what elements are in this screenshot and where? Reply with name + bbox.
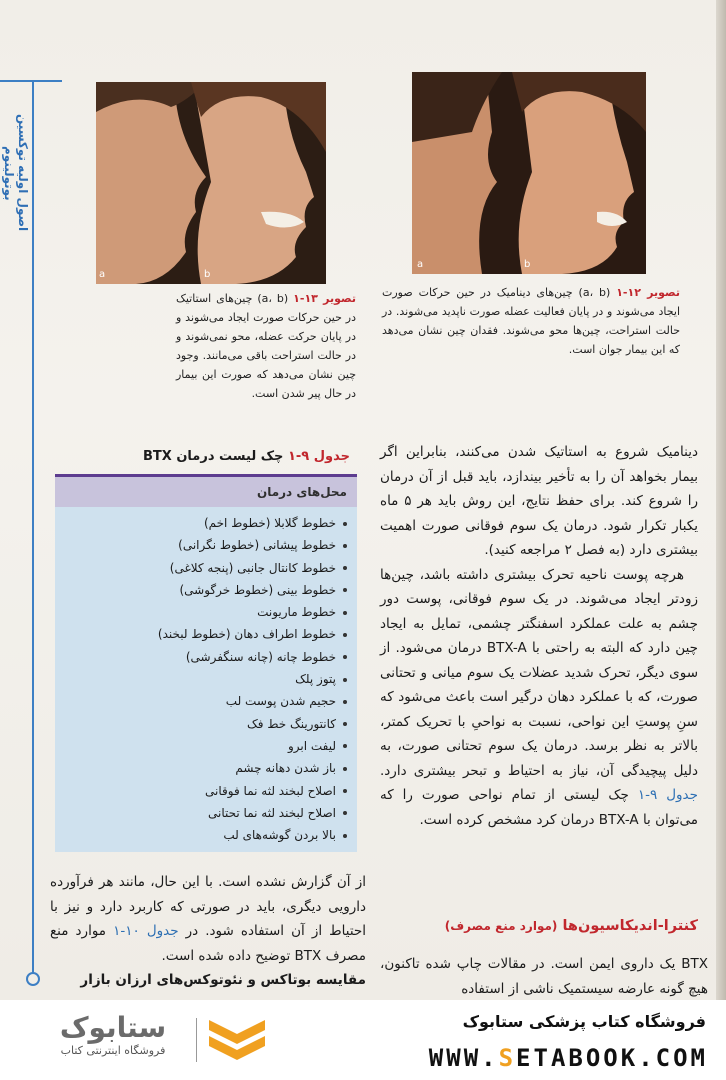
url-accent-letter: S [498, 1044, 517, 1072]
bullet-icon [343, 544, 347, 548]
table-list-item-text: کانتورینگ خط فک [247, 716, 336, 731]
table-list-item [67, 824, 347, 846]
bullet-icon [343, 655, 347, 659]
bullet-icon [343, 700, 347, 704]
body-text-right [380, 440, 698, 832]
table-list-item [67, 579, 347, 601]
chevron-logo-icon [205, 1014, 269, 1066]
table-list-item-text: خطوط بینی (خطوط خرگوشی) [179, 582, 336, 597]
table-list-item-text: خطوط گلابلا (خطوط اخم) [203, 516, 336, 530]
cut-off-heading: مقایسه بوتاکس و نئوتوکس‌های ارزان بازار [80, 972, 366, 988]
paragraph-text: هرچه پوست ناحیه تحرک بیشتری داشته باشد، چین‌ها زودتر ایجاد می‌شوند. در یک سوم فوقانی، پوست دور چشم به علت عملکرد اسفنگتر چشمی، تمایل به ایجاد چین دارد که البته به راحتی با BTX-A درمان می‌شود. از سوی دیگر، تحرک شدید عضلات یک سوم میانی و تحتانی صورت، که با عملکرد دهان درگیر است باعث می‌شود که سنِ پوستِ این نواحی، نسبت به نواحیِ با تحریک کمتر، بالاتر به نظر برسد. درمان یک سوم تحتانی صورت، به دلیل پیچیدگی آن، نیاز به احتیاط و تبحر بیشتری دارد. [380, 566, 698, 779]
figure-13-photo [96, 82, 326, 284]
table-list-item-text: خطوط چانه (چانه سنگفرشی) [185, 649, 336, 664]
table-list-item [67, 601, 347, 623]
figure-12-label: تصویر ۱۲-۱ [616, 286, 681, 299]
margin-rule-vertical [32, 80, 34, 980]
page-edge-shadow [716, 0, 726, 1000]
bullet-icon [343, 834, 347, 838]
margin-rule-horizontal [0, 80, 62, 82]
table-reference-link[interactable]: جدول ۱۰-۱ [113, 923, 179, 939]
figure-13-label: تصویر ۱۳-۱ [293, 292, 357, 305]
face-profile-illustration [412, 72, 646, 274]
table-list-item-text: اصلاح لبخند لثه نما فوقانی [205, 783, 336, 798]
paragraph-text: موارد منع مصرف BTX توضیح داده شده است. [50, 923, 366, 964]
table-list-item [67, 735, 347, 757]
table-list-item [67, 780, 347, 802]
paragraph-text: چک لیستی از تمام نواحی صورت را که می‌توان با BTX-A درمان کرد مشخص کرده است. [380, 787, 698, 828]
table-list-item-text: باز شدن دهانه چشم [235, 761, 336, 776]
table-list-item-text: بالا بردن گوشه‌های لب [223, 828, 336, 843]
table-number: جدول ۹-۱ [287, 449, 350, 464]
table-list-item [67, 757, 347, 779]
paragraph-text: از آن گزارش نشده است. با این حال، مانند هر فرآورده دارویی دیگری، باید در صورتی که کاربرد دارد و نیز با احتیاط از آن استفاده شود. در [50, 874, 366, 939]
bullet-icon [343, 767, 347, 771]
bullet-icon [343, 789, 347, 793]
table-list-item-text: پتوز پلک [295, 672, 336, 687]
body-text-left [50, 870, 366, 993]
logo-tagline: فروشگاه اینترنتی کتاب [60, 1044, 166, 1057]
bullet-icon [343, 588, 347, 592]
table-title [143, 449, 350, 464]
table-list-item [67, 713, 347, 735]
section-heading-subtitle: (موارد منع مصرف) [444, 919, 558, 933]
section-heading-title: کنترا-اندیکاسیون‌ها [562, 918, 698, 934]
bullet-icon [343, 633, 347, 637]
table-list-item [67, 512, 347, 534]
figure-13-caption [176, 289, 356, 403]
section-heading [445, 918, 698, 934]
paragraph [380, 563, 698, 833]
figure-12-caption [382, 283, 680, 359]
table-list-item [67, 557, 347, 579]
table-list-item [67, 534, 347, 556]
figure-12-photo [412, 72, 646, 274]
treatment-checklist-table [55, 474, 357, 852]
panel-a-label: a [99, 269, 106, 280]
panel-b-label: b [204, 269, 211, 280]
table-list-item-text: خطوط ماریونت [257, 605, 336, 620]
table-list-item [67, 623, 347, 645]
store-name: فروشگاه کتاب پزشکی ستابوک [462, 1012, 706, 1031]
table-list-item-text: اصلاح لبخند لثه نما تحتانی [208, 805, 336, 820]
store-watermark-banner [0, 1000, 726, 1080]
figure-12-text: (a، b) چین‌های دینامیک در حین حرکات صورت ایجاد می‌شوند و در پایان فعالیت عضله صورت ناپدید می‌شوند. در حالت استراحت، چین‌ها محو می‌شوند. فقدان چین نشان می‌دهد که این بیمار جوان است. [382, 286, 680, 356]
logo-divider [196, 1018, 197, 1062]
bullet-icon [343, 678, 347, 682]
table-list-item [67, 668, 347, 690]
table-list-item-text: خطوط پیشانی (خطوط نگرانی) [178, 538, 336, 553]
panel-b-label: b [524, 259, 531, 270]
body-text-right-bottom: BTX یک داروی ایمن است. در مقالات چاپ شده تاکنون، هیچ گونه عارضه سیستمیک ناشی از استفاده [380, 956, 708, 997]
bullet-icon [343, 522, 347, 526]
url-suffix: ETABOOK.COM [516, 1044, 708, 1072]
table-list-item-text: لیفت ابرو [287, 738, 336, 753]
figure-13-text: (a، b) چین‌های استاتیک در حین حرکات صورت ایجاد می‌شوند و در پایان حرکت عضله، محو نمی‌شوند و در حالت استراحت باقی می‌مانند. وجود چین نشان می‌دهد که صورت این بیمار در حال پیر شدن است. [176, 292, 356, 400]
store-logo [38, 1012, 188, 1057]
table-column-header [55, 477, 357, 507]
table-reference-link[interactable]: جدول ۹-۱ [637, 787, 698, 803]
table-items [67, 512, 347, 846]
url-prefix: WWW. [428, 1044, 499, 1072]
bullet-icon [343, 722, 347, 726]
bullet-icon [343, 566, 347, 570]
column-header-text: محل‌های درمان [256, 485, 347, 499]
table-caption: چک لیست درمان BTX [142, 449, 284, 464]
margin-rule-end-dot [26, 972, 40, 986]
table-list-item-text: حجیم شدن پوست لب [225, 694, 336, 709]
face-profile-illustration [96, 82, 326, 284]
table-list-item [67, 690, 347, 712]
table-list-item [67, 802, 347, 824]
bullet-icon [343, 811, 347, 815]
bullet-icon [343, 744, 347, 748]
running-chapter-title: اصول اولیه توکسین بوتولینوم [2, 114, 30, 232]
table-list-item-text: خطوط کانتال جانبی (پنجه کلاغی) [169, 560, 336, 575]
paragraph [50, 870, 366, 968]
paragraph: دینامیک شروع به استاتیک شدن می‌کنند، بنابراین اگر بیمار بخواهد آن را به تأخیر بیندازد، باید قبل از آن درمان را شروع کند. برای حفظ نتایج، این روش باید هر ۵ ماه یکبار تکرار شود. درمان یک سوم فوقانی صورت اهمیت بیشتری دارد (به فصل ۲ مراجعه کنید). [380, 444, 698, 558]
table-list-item-text: خطوط اطراف دهان (خطوط لبخند) [157, 627, 336, 642]
bullet-icon [343, 611, 347, 615]
logo-brand: ستابوک [59, 1011, 167, 1044]
table-list-item [67, 646, 347, 668]
panel-a-label: a [417, 259, 424, 270]
store-url[interactable] [429, 1044, 708, 1072]
